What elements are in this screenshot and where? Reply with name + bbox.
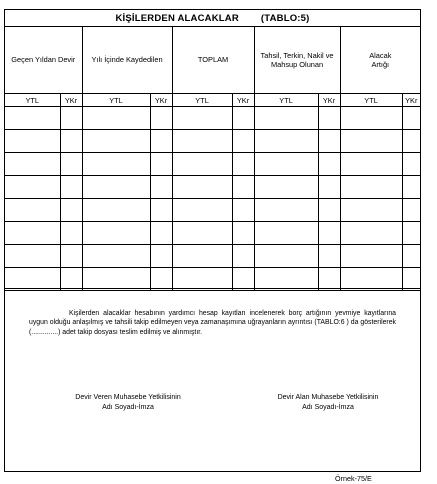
column-header: Yılı İçinde Kaydedilen — [82, 27, 172, 94]
entry-cell[interactable] — [232, 199, 254, 222]
entry-cell[interactable] — [172, 245, 232, 268]
entry-cell[interactable] — [5, 222, 60, 245]
entry-cell[interactable] — [150, 245, 172, 268]
unit-sub: YKr — [60, 94, 82, 107]
entry-cell[interactable] — [60, 107, 82, 130]
entry-cell[interactable] — [5, 176, 60, 199]
entry-cell[interactable] — [150, 199, 172, 222]
entry-cell[interactable] — [5, 130, 60, 153]
entry-cell[interactable] — [172, 176, 232, 199]
entry-cell[interactable] — [232, 245, 254, 268]
entry-cell[interactable] — [172, 107, 232, 130]
entry-cell[interactable] — [60, 176, 82, 199]
entry-cell[interactable] — [402, 107, 420, 130]
signature-name-line: Adı Soyadı-İmza — [102, 404, 154, 411]
entry-cell[interactable] — [232, 176, 254, 199]
unit-main: YTL — [254, 94, 318, 107]
entry-cell[interactable] — [60, 130, 82, 153]
entry-cell[interactable] — [340, 153, 402, 176]
entry-cell[interactable] — [150, 176, 172, 199]
entry-cell[interactable] — [340, 199, 402, 222]
unit-main: YTL — [5, 94, 60, 107]
entry-cell[interactable] — [150, 153, 172, 176]
receivables-table — [5, 26, 420, 291]
entry-cell[interactable] — [82, 176, 150, 199]
entry-cell[interactable] — [60, 153, 82, 176]
entry-cell[interactable] — [254, 130, 318, 153]
table-row — [5, 199, 420, 222]
unit-sub: YKr — [402, 94, 420, 107]
entry-cell[interactable] — [60, 245, 82, 268]
entry-cell[interactable] — [318, 245, 340, 268]
entry-cell[interactable] — [82, 222, 150, 245]
signature-title: Devir Veren Muhasebe Yetkilisinin — [75, 394, 181, 401]
note-paragraph: Kişilerden alacaklar hesabının yardımcı hesap kayıtları incelenerek borç artığının yevmiye kayıtlarına uygun olduğu anlaşılmış ve tahsili takip edilmeyen veya zamanaşımına uğrayanların ayrıntısı (TABLO:6 ) da gösterilerek (..............) adet takip dosyası teslim edilmiş ve alınmıştır. — [29, 310, 396, 336]
entry-cell[interactable] — [82, 245, 150, 268]
column-header: Tahsil, Terkin, Nakil ve Mahsup Olunan — [254, 27, 340, 94]
entry-cell[interactable] — [254, 245, 318, 268]
entry-cell[interactable] — [402, 245, 420, 268]
entry-cell[interactable] — [232, 130, 254, 153]
entry-cell[interactable] — [232, 107, 254, 130]
entry-cell[interactable] — [318, 153, 340, 176]
entry-cell[interactable] — [172, 130, 232, 153]
entry-cell[interactable] — [340, 107, 402, 130]
entry-cell[interactable] — [60, 222, 82, 245]
table-row — [5, 176, 420, 199]
units-row — [5, 94, 420, 107]
entry-cell[interactable] — [402, 176, 420, 199]
unit-main: YTL — [340, 94, 402, 107]
entry-cell[interactable] — [318, 130, 340, 153]
entry-cell[interactable] — [82, 107, 150, 130]
entry-cell[interactable] — [172, 222, 232, 245]
entry-cell[interactable] — [232, 153, 254, 176]
entry-cell[interactable] — [150, 130, 172, 153]
entry-cell[interactable] — [254, 107, 318, 130]
table-header-row — [5, 27, 420, 94]
entry-cell[interactable] — [172, 153, 232, 176]
entry-cell[interactable] — [5, 153, 60, 176]
form-title: KİŞİLERDEN ALACAKLAR — [115, 12, 239, 24]
unit-sub: YKr — [232, 94, 254, 107]
entry-cell[interactable] — [402, 222, 420, 245]
explanation-note — [5, 288, 420, 337]
table-row — [5, 153, 420, 176]
entry-cell[interactable] — [82, 199, 150, 222]
entry-cell[interactable] — [82, 130, 150, 153]
entry-cell[interactable] — [318, 199, 340, 222]
entry-cell[interactable] — [150, 222, 172, 245]
entry-cell[interactable] — [254, 153, 318, 176]
entry-cell[interactable] — [318, 222, 340, 245]
entry-cell[interactable] — [340, 245, 402, 268]
column-header: Alacak Artığı — [340, 27, 420, 94]
entry-cell[interactable] — [5, 107, 60, 130]
column-header: TOPLAM — [172, 27, 254, 94]
signature-block-left — [43, 393, 213, 413]
entry-cell[interactable] — [5, 245, 60, 268]
entry-cell[interactable] — [402, 199, 420, 222]
form-code: Örnek-75/E — [335, 474, 372, 483]
entry-cell[interactable] — [340, 222, 402, 245]
entry-cell[interactable] — [254, 222, 318, 245]
entry-cell[interactable] — [340, 130, 402, 153]
table-row — [5, 130, 420, 153]
table-reference: (TABLO:5) — [260, 12, 310, 24]
unit-main: YTL — [82, 94, 150, 107]
entry-cell[interactable] — [402, 153, 420, 176]
table-row — [5, 107, 420, 130]
unit-sub: YKr — [318, 94, 340, 107]
entry-cell[interactable] — [82, 153, 150, 176]
entry-cell[interactable] — [254, 176, 318, 199]
entry-cell[interactable] — [5, 199, 60, 222]
unit-sub: YKr — [150, 94, 172, 107]
form-title-row — [5, 10, 420, 27]
entry-cell[interactable] — [318, 176, 340, 199]
signature-name-line: Adı Soyadı-İmza — [302, 404, 354, 411]
blank-rows — [5, 107, 420, 291]
entry-cell[interactable] — [150, 107, 172, 130]
signature-title: Devir Alan Muhasebe Yetkilisinin — [277, 394, 379, 401]
table-row — [5, 222, 420, 245]
unit-main: YTL — [172, 94, 232, 107]
entry-cell[interactable] — [402, 130, 420, 153]
entry-cell[interactable] — [232, 222, 254, 245]
entry-cell[interactable] — [318, 107, 340, 130]
table-row — [5, 245, 420, 268]
entry-cell[interactable] — [172, 199, 232, 222]
column-header: Geçen Yıldan Devir — [5, 27, 82, 94]
signature-block-right — [243, 393, 413, 413]
entry-cell[interactable] — [60, 199, 82, 222]
form-frame — [4, 9, 421, 472]
entry-cell[interactable] — [340, 176, 402, 199]
entry-cell[interactable] — [254, 199, 318, 222]
